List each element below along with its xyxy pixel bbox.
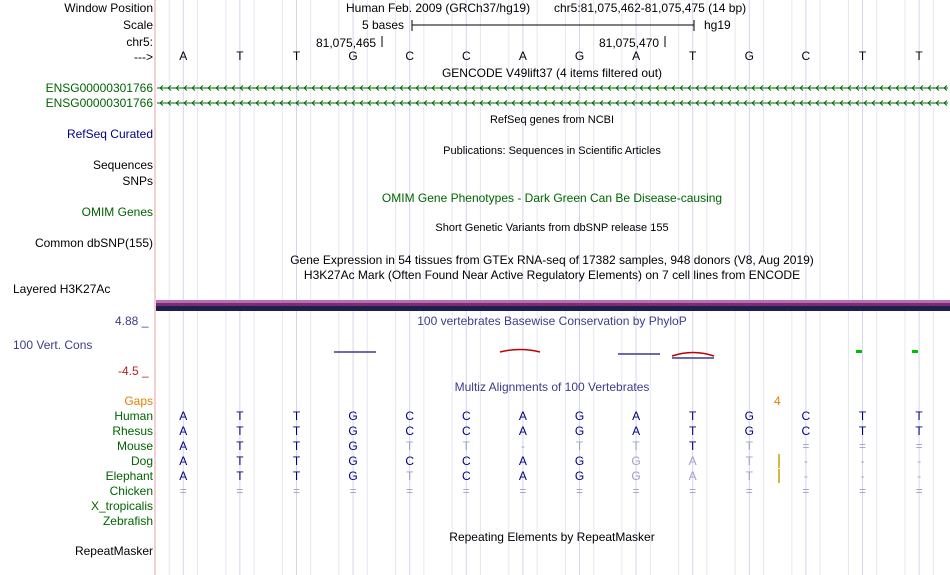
base-4: G [348, 49, 358, 63]
cons-max: 4.88 _ [115, 314, 149, 328]
align-base: - [520, 439, 525, 453]
species-label-x_tropicalis[interactable]: X_tropicalis [90, 499, 153, 513]
refseq-title[interactable]: RefSeq genes from NCBI [489, 114, 615, 126]
h3k27-title[interactable]: H3K27Ac Mark (Often Found Near Active Regulatory Elements) on 7 cell lines from ENCODE [303, 268, 801, 282]
align-base: G [574, 454, 585, 468]
align-base: - [917, 454, 922, 468]
sequences-label[interactable]: Sequences [92, 158, 153, 172]
align-base: T [292, 439, 301, 453]
coord-1: 81,075,465 [316, 36, 377, 50]
align-base: = [632, 484, 640, 498]
align-base: T [858, 409, 867, 423]
align-base: T [745, 469, 753, 483]
phylop-segment-6 [856, 350, 862, 353]
db-text: hg19 [704, 18, 731, 32]
align-base: = [915, 484, 923, 498]
align-base: G [574, 424, 585, 438]
phylop-segment-7 [912, 350, 918, 353]
snps-label[interactable]: SNPs [122, 174, 153, 188]
align-base: T [406, 439, 414, 453]
align-base: = [519, 484, 527, 498]
align-base: G [574, 409, 585, 423]
align-base: = [802, 484, 810, 498]
align-base: A [518, 454, 527, 468]
gencode-track-1 [157, 86, 948, 91]
base-3: T [292, 49, 301, 63]
align-base: = [406, 484, 414, 498]
omim-title[interactable]: OMIM Gene Phenotypes - Dark Green Can Be Disease-causing [381, 191, 723, 205]
align-base: G [744, 424, 754, 438]
repeatmasker-label[interactable]: RepeatMasker [74, 544, 153, 558]
h3k27-label[interactable]: Layered H3K27Ac [13, 282, 111, 296]
gap-count: 4 [774, 394, 781, 408]
align-base: T [236, 454, 244, 468]
align-base: T [689, 409, 697, 423]
base-11: G [744, 49, 754, 63]
base-14: T [915, 49, 923, 63]
species-label-rhesus[interactable]: Rhesus [112, 424, 153, 438]
refseq-label[interactable]: RefSeq Curated [66, 127, 153, 141]
window-position-label: Window Position [64, 1, 153, 15]
base-9: A [632, 49, 641, 63]
align-base: = [575, 484, 583, 498]
align-base: A [179, 454, 188, 468]
gtex-title[interactable]: Gene Expression in 54 tissues from GTEx RNA-seq of 17382 samples, 948 donors (V8, Aug 2019) [290, 253, 814, 267]
align-base: T [292, 409, 301, 423]
base-1: A [179, 49, 188, 63]
align-base: G [631, 469, 641, 483]
species-label-zebrafish[interactable]: Zebrafish [102, 514, 153, 528]
align-base: A [518, 424, 527, 438]
align-base: T [915, 409, 923, 423]
align-base: G [348, 409, 358, 423]
base-6: C [461, 49, 471, 63]
align-base: - [860, 454, 865, 468]
align-base: = [802, 439, 810, 453]
cons-label[interactable]: 100 Vert. Cons [13, 338, 93, 352]
align-base: - [917, 469, 922, 483]
align-base: T [632, 439, 640, 453]
align-base: C [801, 409, 811, 423]
species-label-dog[interactable]: Dog [130, 454, 153, 468]
align-base: C [461, 409, 471, 423]
align-base: - [803, 469, 808, 483]
align-base: A [632, 424, 641, 438]
align-base: - [860, 469, 865, 483]
position-text: chr5:81,075,462-81,075,475 (14 bp) [554, 1, 747, 15]
align-base: A [518, 469, 527, 483]
align-base: T [462, 439, 470, 453]
align-base: T [236, 469, 244, 483]
align-base: = [179, 484, 187, 498]
align-base: = [745, 484, 753, 498]
align-base: T [915, 424, 923, 438]
align-base: = [349, 484, 357, 498]
align-base: A [688, 454, 697, 468]
align-base: G [348, 424, 358, 438]
base-8: G [574, 49, 585, 63]
align-base: A [179, 439, 188, 453]
gencode-track-2 [157, 101, 948, 106]
gencode-item-1[interactable]: ENSG00000301766 [45, 81, 153, 95]
align-base: T [236, 424, 244, 438]
base-13: T [858, 49, 867, 63]
cons-min: -4.5 _ [118, 364, 149, 378]
align-base: T [292, 454, 301, 468]
base-12: C [801, 49, 811, 63]
align-base: C [405, 454, 415, 468]
h3k27-signal-bar [156, 300, 950, 311]
align-base: T [292, 424, 301, 438]
species-label-human[interactable]: Human [114, 409, 153, 423]
align-base: T [689, 424, 697, 438]
phylop-segment-4 [672, 353, 714, 357]
arrow-label: ---> [134, 50, 153, 64]
align-base: T [292, 469, 301, 483]
phylop-segment-2 [500, 350, 540, 353]
align-base: G [348, 454, 358, 468]
align-base: C [405, 409, 415, 423]
align-base: T [236, 439, 244, 453]
align-base: = [462, 484, 470, 498]
align-base: G [348, 469, 358, 483]
gaps-label: Gaps [124, 394, 153, 408]
chr-label: chr5: [126, 35, 153, 49]
gencode-item-2[interactable]: ENSG00000301766 [45, 96, 153, 110]
align-base: T [236, 409, 244, 423]
align-base: = [915, 439, 923, 453]
align-base: G [744, 409, 754, 423]
dbsnp-label[interactable]: Common dbSNP(155) [34, 236, 153, 250]
dbsnp-title[interactable]: Short Genetic Variants from dbSNP release 155 [435, 222, 669, 234]
phylop-title[interactable]: 100 vertebrates Basewise Conservation by PhyloP [417, 314, 687, 328]
align-base: A [179, 469, 188, 483]
align-base: C [461, 424, 471, 438]
base-7: A [518, 49, 527, 63]
species-label-elephant[interactable]: Elephant [105, 469, 153, 483]
omim-label[interactable]: OMIM Genes [81, 205, 153, 219]
align-base: T [745, 454, 753, 468]
base-10: T [689, 49, 697, 63]
align-base: C [461, 454, 471, 468]
align-base: A [518, 409, 527, 423]
align-base: G [631, 454, 641, 468]
species-label-mouse[interactable]: Mouse [116, 439, 153, 453]
multiz-title[interactable]: Multiz Alignments of 100 Vertebrates [454, 380, 650, 394]
align-base: T [406, 469, 414, 483]
align-base: = [858, 439, 866, 453]
scale-text: 5 bases [362, 18, 405, 32]
align-base: A [179, 424, 188, 438]
align-base: = [236, 484, 244, 498]
species-label-chicken[interactable]: Chicken [109, 484, 153, 498]
base-5: C [405, 49, 415, 63]
align-base: A [632, 409, 641, 423]
align-base: T [689, 439, 697, 453]
align-base: - [803, 454, 808, 468]
coord-2: 81,075,470 [599, 36, 660, 50]
scale-label: Scale [122, 18, 153, 32]
repeatmasker-title[interactable]: Repeating Elements by RepeatMasker [449, 530, 655, 544]
align-base: A [688, 469, 697, 483]
publications-title[interactable]: Publications: Sequences in Scientific Articles [443, 145, 661, 157]
align-base: = [858, 484, 866, 498]
align-base: C [405, 424, 415, 438]
align-base: G [574, 469, 585, 483]
base-2: T [236, 49, 244, 63]
align-base: C [461, 469, 471, 483]
align-base: G [348, 439, 358, 453]
align-base: C [801, 424, 811, 438]
assembly-text: Human Feb. 2009 (GRCh37/hg19) [346, 1, 531, 15]
gencode-title[interactable]: GENCODE V49lift37 (4 items filtered out) [441, 66, 663, 80]
align-base: T [575, 439, 584, 453]
align-base: A [179, 409, 188, 423]
align-base: = [689, 484, 697, 498]
align-base: T [745, 439, 753, 453]
phylop-wiggle [0, 340, 950, 365]
align-base: = [292, 484, 300, 498]
align-base: T [858, 424, 867, 438]
